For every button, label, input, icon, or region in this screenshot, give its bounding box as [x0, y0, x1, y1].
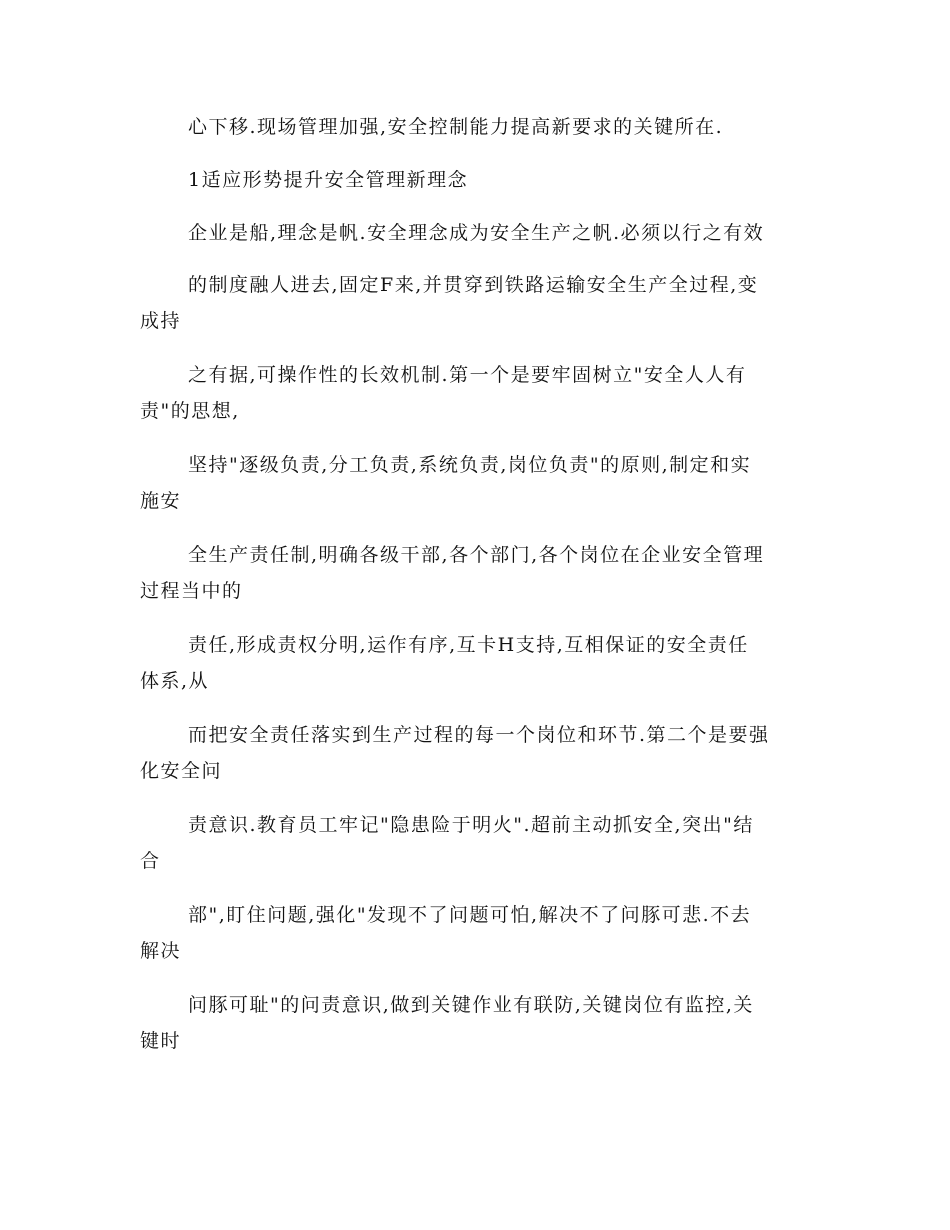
text-line-20: 问豚可耻"的问责意识,做到关键作业有联防,关键岗位有监控,关	[188, 994, 754, 1016]
text-line-5: 成持	[140, 310, 182, 332]
text-line-9: 施安	[140, 490, 182, 512]
text-line-15: 化安全问	[140, 760, 223, 782]
text-line-7: 责"的思想,	[140, 400, 240, 422]
text-line-8: 坚持"逐级负责,分工负责,系统负责,岗位负责"的原则,制定和实	[188, 454, 752, 476]
text-line-10: 全生产责任制,明确各级干部,各个部门,各个岗位在企业安全管理	[188, 544, 765, 566]
text-line-17: 合	[140, 850, 161, 872]
text-line-13: 体系,从	[140, 670, 210, 692]
text-line-11: 过程当中的	[140, 580, 243, 602]
text-line-1: 心下移.现场管理加强,安全控制能力提高新要求的关键所在.	[188, 116, 724, 138]
section-heading: 1适应形势提升安全管理新理念	[188, 169, 469, 191]
text-line-14: 而把安全责任落实到生产过程的每一个岗位和环节.第二个是要强	[188, 724, 770, 746]
text-line-19: 解决	[140, 940, 182, 962]
text-line-4: 的制度融人进去,固定F来,并贯穿到铁路运输安全生产全过程,变	[188, 274, 759, 296]
text-line-3: 企业是船,理念是帆.安全理念成为安全生产之帆.必须以行之有效	[188, 222, 765, 244]
text-line-16: 责意识.教育员工牢记"隐患险于明火".超前主动抓安全,突出"结	[188, 814, 754, 836]
text-line-6: 之有据,可操作性的长效机制.第一个是要牢固树立"安全人人有	[188, 364, 747, 386]
text-line-12: 责任,形成责权分明,运作有序,互卡H支持,互相保证的安全责任	[188, 634, 749, 656]
text-line-21: 键时	[140, 1030, 182, 1052]
text-line-18: 部",盯住问题,强化"发现不了问题可怕,解决不了问豚可悲.不去	[188, 904, 752, 926]
